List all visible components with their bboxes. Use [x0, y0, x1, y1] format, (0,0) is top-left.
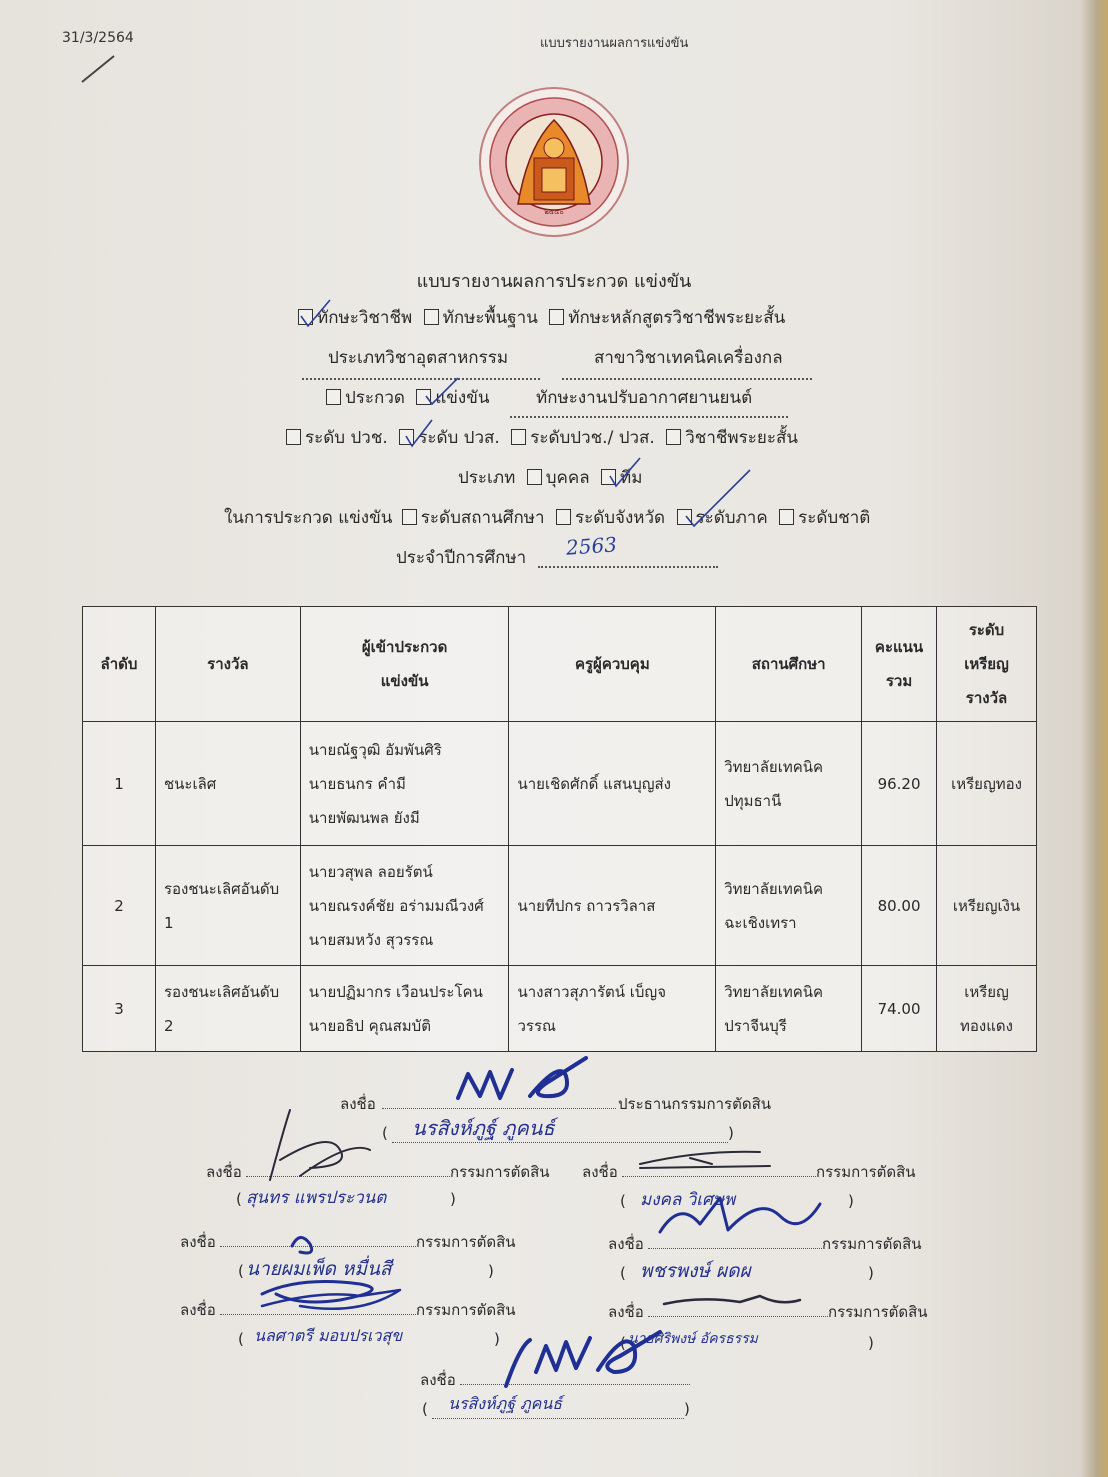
judge5-name-close: ) — [494, 1330, 500, 1348]
judge3-name-open: ( — [238, 1262, 244, 1280]
judge6-name-close: ) — [868, 1334, 874, 1352]
scope-region-label: ระดับภาค — [695, 508, 768, 528]
judge6-name-open: ( — [620, 1334, 626, 1352]
col-header-school: สถานศึกษา — [716, 607, 862, 722]
judge6-signature — [664, 1296, 800, 1304]
form-title: แบบรายงานผลการประกวด แข่งขัน — [416, 271, 692, 292]
row-school: วิทยาลัยเทคนิค ปราจีนบุรี — [716, 966, 862, 1052]
judge4-name-open: ( — [620, 1264, 626, 1282]
skill-vocational-label: ทักษะวิชาชีพ — [317, 308, 413, 328]
judge5-sign-label: ลงชื่อ — [180, 1301, 216, 1319]
bottom-sign-label: ลงชื่อ — [420, 1371, 456, 1389]
col-header-participants: ผู้เข้าประกวด แข่งขัน — [300, 607, 509, 722]
judge4-role: กรรมการตัดสิน — [822, 1235, 922, 1253]
col-header-score: คะแนน รวม — [862, 607, 937, 722]
scope-institution-label: ระดับสถานศึกษา — [420, 508, 545, 528]
judge3-role: กรรมการตัดสิน — [416, 1233, 516, 1251]
bottom-name-open: ( — [422, 1400, 428, 1418]
year-label: ประจำปีการศึกษา — [396, 548, 527, 568]
judge2-handwritten-name: มงคล วิเศษพ — [640, 1190, 736, 1210]
year-value: 2563 — [565, 532, 618, 560]
judge1-handwritten-name: สุนทร แพรประวนต — [246, 1188, 387, 1208]
header-title: แบบรายงานผลการแข่งขัน — [540, 36, 689, 51]
skill-basic-label: ทักษะพื้นฐาน — [442, 308, 538, 328]
bottom-handwritten-name: นรสิงห์ภูฐ์ ภูคนธ์ — [448, 1394, 563, 1413]
row-participants: นายปฏิมากร เวือนประโคน นายอธิป คุณสมบัติ — [300, 966, 509, 1052]
row-score: 74.00 — [862, 966, 937, 1052]
chair-name-close: ) — [728, 1124, 734, 1142]
row-teacher: นางสาวสุภารัตน์ เบ็ญจ วรรณ — [509, 966, 716, 1052]
row-medal: เหรียญทอง — [937, 722, 1037, 846]
contest-label: ประกวด — [345, 388, 405, 408]
col-header-award: รางวัล — [155, 607, 300, 722]
chair-name-open: ( — [382, 1124, 388, 1142]
header-date: 31/3/2564 — [62, 30, 134, 46]
row-no: 3 — [83, 966, 156, 1052]
row-teacher: นายเชิดศักดิ์ แสนบุญส่ง — [509, 722, 716, 846]
scope-label: ในการประกวด แข่งขัน — [224, 508, 393, 528]
skill-name: ทักษะงานปรับอากาศยานยนต์ — [536, 388, 753, 408]
judge2-signature — [640, 1152, 770, 1168]
judge1-name-close: ) — [450, 1190, 456, 1208]
col-header-no: ลำดับ — [83, 607, 156, 722]
judge4-name-close: ) — [868, 1264, 874, 1282]
level-short-label: วิชาชีพระยะสั้น — [685, 428, 798, 448]
judge6-handwritten-name: นายศิริพงษ์ อัครธรรม — [628, 1331, 758, 1347]
row-award: ชนะเลิศ — [155, 722, 300, 846]
level-hvc-label: ระดับ ปวส. — [418, 428, 500, 448]
scope-national-label: ระดับชาติ — [798, 508, 871, 528]
judge3-sign-label: ลงชื่อ — [180, 1233, 216, 1251]
logo-year: ๒๕๔๐ — [544, 208, 564, 216]
judge5-role: กรรมการตัดสิน — [416, 1301, 516, 1319]
row-medal: เหรียญ ทองแดง — [937, 966, 1037, 1052]
judge1-name-open: ( — [236, 1190, 242, 1208]
judge6-sign-label: ลงชื่อ — [608, 1303, 644, 1321]
chair-sign-label: ลงชื่อ — [340, 1095, 376, 1113]
row-school: วิทยาลัยเทคนิค ฉะเชิงเทรา — [716, 846, 862, 966]
judge3-name-close: ) — [488, 1262, 494, 1280]
row-no: 2 — [83, 846, 156, 966]
judge4-handwritten-name: พชรพงษ์ ผดผ — [640, 1260, 751, 1282]
row-score: 96.20 — [862, 722, 937, 846]
judge2-role: กรรมการตัดสิน — [816, 1163, 916, 1181]
judge1-role: กรรมการตัดสิน — [450, 1163, 550, 1181]
individual-label: บุคคล — [545, 468, 590, 488]
judge3-handwritten-name: นายผมเพ็ด หมื่นสี — [246, 1258, 392, 1280]
chair-handwritten-name: นรสิงห์ภูฐ์ ภูคนธ์ — [412, 1116, 555, 1140]
row-participants: นายวสุพล ลอยรัตน์ นายณรงค์ชัย อร่ามมณีวงศ์ นายสมหวัง สุวรรณ — [300, 846, 509, 966]
team-label: ทีม — [620, 468, 643, 488]
skill-short-course-label: ทักษะหลักสูตรวิชาชีพระยะสั้น — [568, 308, 786, 328]
judge6-role: กรรมการตัดสิน — [828, 1303, 928, 1321]
row-no: 1 — [83, 722, 156, 846]
col-header-medal: ระดับ เหรียญ รางวัล — [937, 607, 1037, 722]
judge5-signature — [262, 1290, 400, 1309]
row-award: รองชนะเลิศอันดับ 2 — [155, 966, 300, 1052]
bottom-name-close: ) — [684, 1400, 690, 1418]
category: ประเภทวิชาอุตสาหกรรม — [328, 348, 509, 368]
row-score: 80.00 — [862, 846, 937, 966]
judge1-signature — [270, 1110, 370, 1180]
scope-province-label: ระดับจังหวัด — [574, 508, 666, 528]
row-teacher: นายทีปกร ถาวรวิลาส — [509, 846, 716, 966]
row-participants: นายณัฐวุฒิ อัมพันศิริ นายธนกร คำมี นายพัฒนพล ยังมี — [300, 722, 509, 846]
type-label: ประเภท — [458, 468, 516, 488]
judge2-sign-label: ลงชื่อ — [582, 1163, 618, 1181]
judge4-sign-label: ลงชื่อ — [608, 1235, 644, 1253]
judge3-signature — [262, 1237, 372, 1302]
level-both-label: ระดับปวช./ ปวส. — [530, 428, 655, 448]
judge2-name-open: ( — [620, 1192, 626, 1210]
bottom-signature — [506, 1332, 660, 1386]
col-header-teacher: ครูผู้ควบคุม — [509, 607, 716, 722]
level-vc-label: ระดับ ปวช. — [305, 428, 388, 448]
competition-label: แข่งขัน — [435, 388, 490, 408]
row-medal: เหรียญเงิน — [937, 846, 1037, 966]
judge2-name-close: ) — [848, 1192, 854, 1210]
chair-role: ประธานกรรมการตัดสิน — [618, 1095, 772, 1113]
judge5-name-open: ( — [238, 1330, 244, 1348]
chair-signature — [458, 1058, 586, 1098]
judge1-sign-label: ลงชื่อ — [206, 1163, 242, 1181]
row-school: วิทยาลัยเทคนิค ปทุมธานี — [716, 722, 862, 846]
row-award: รองชนะเลิศอันดับ 1 — [155, 846, 300, 966]
judge5-handwritten-name: นลศาตรี มอบปรเวสุข — [254, 1326, 403, 1345]
branch: สาขาวิชาเทคนิคเครื่องกล — [594, 348, 783, 368]
judge4-signature — [660, 1198, 820, 1232]
